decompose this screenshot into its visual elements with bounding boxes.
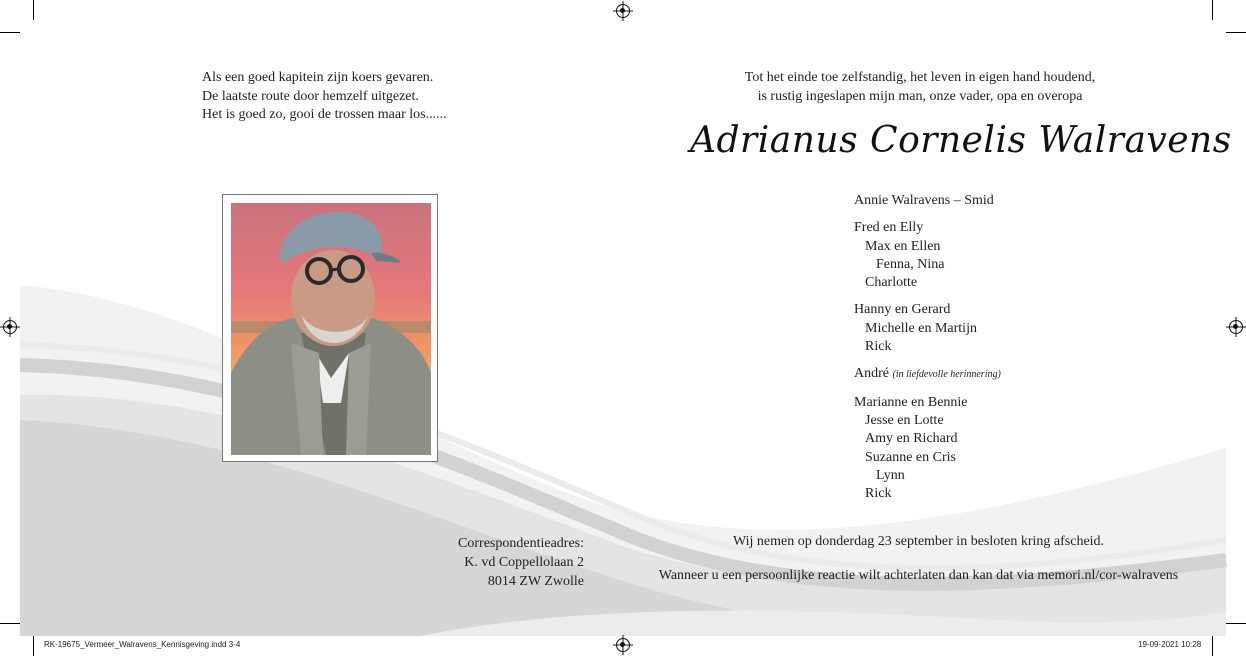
portrait-photo: [231, 203, 431, 455]
crop-mark: [1212, 0, 1213, 20]
crop-mark: [1212, 636, 1213, 656]
family-member: Lynn: [876, 467, 905, 483]
poem-line: Als een goed kapitein zijn koers gevaren.: [202, 70, 434, 85]
correspondence-street: K. vd Coppellolaan 2: [464, 555, 584, 570]
crop-mark: [0, 32, 20, 33]
family-member: Amy en Richard: [865, 431, 958, 447]
farewell-text: [640, 534, 1197, 584]
family-member: Michelle en Martijn: [865, 320, 977, 336]
registration-mark-icon: [1229, 320, 1243, 334]
registration-mark-icon: [3, 320, 17, 334]
family-member-name: André: [854, 366, 889, 382]
family-member: Jesse en Lotte: [865, 412, 944, 428]
family-member: Suzanne en Cris: [865, 449, 956, 465]
family-member: Fenna, Nina: [876, 256, 945, 272]
crop-mark: [1226, 32, 1246, 33]
family-list: [854, 192, 1001, 512]
registration-mark-icon: [616, 4, 630, 18]
memoriam-note: (in liefdevolle herinnering): [892, 369, 1001, 381]
family-member: Rick: [865, 339, 892, 355]
crop-mark: [1226, 623, 1246, 624]
poem-line: Het is goed zo, gooi de trossen maar los......: [202, 107, 447, 122]
family-member: Max en Ellen: [865, 238, 941, 254]
farewell-line: Wanneer u een persoonlijke reactie wilt achterlaten dan kan dat via memori.nl/cor-walravens: [658, 568, 1179, 583]
slug-date: 19-09-2021 10:28: [1138, 640, 1202, 649]
correspondence-city: 8014 ZW Zwolle: [487, 574, 584, 589]
poem-line: Tot het einde toe zelfstandig, het leven in eigen hand houdend,: [744, 70, 1096, 85]
poem-line: De laatste route door hemzelf uitgezet.: [202, 88, 419, 104]
correspondence-address: [380, 534, 584, 591]
slug-filename: RK-19675_Vermeer_Walravens_Kennisgeving.indd 3-4: [44, 640, 241, 649]
crop-mark: [33, 636, 34, 656]
family-member: Marianne en Bennie: [854, 394, 968, 410]
family-member: Fred en Elly: [854, 220, 924, 236]
family-member: Charlotte: [865, 275, 918, 291]
poem-line: is rustig ingeslapen mijn man, onze vader, opa en overopa: [757, 88, 1083, 104]
portrait-frame: [222, 194, 438, 462]
correspondence-heading: Correspondentieadres:: [458, 536, 584, 551]
family-member-memoriam: [854, 365, 1001, 384]
family-member: Rick: [865, 486, 892, 502]
crop-mark: [0, 623, 20, 624]
right-poem: [700, 69, 1140, 106]
deceased-name: Adrianus Cornelis Walravens: [690, 120, 1232, 161]
farewell-line: Wij nemen op donderdag 23 september in besloten kring afscheid.: [732, 534, 1105, 549]
crop-mark: [33, 0, 34, 20]
left-poem: [202, 69, 447, 125]
family-member: Hanny en Gerard: [854, 302, 951, 318]
registration-mark-icon: [616, 638, 630, 652]
family-member: Annie Walravens – Smid: [854, 193, 994, 208]
